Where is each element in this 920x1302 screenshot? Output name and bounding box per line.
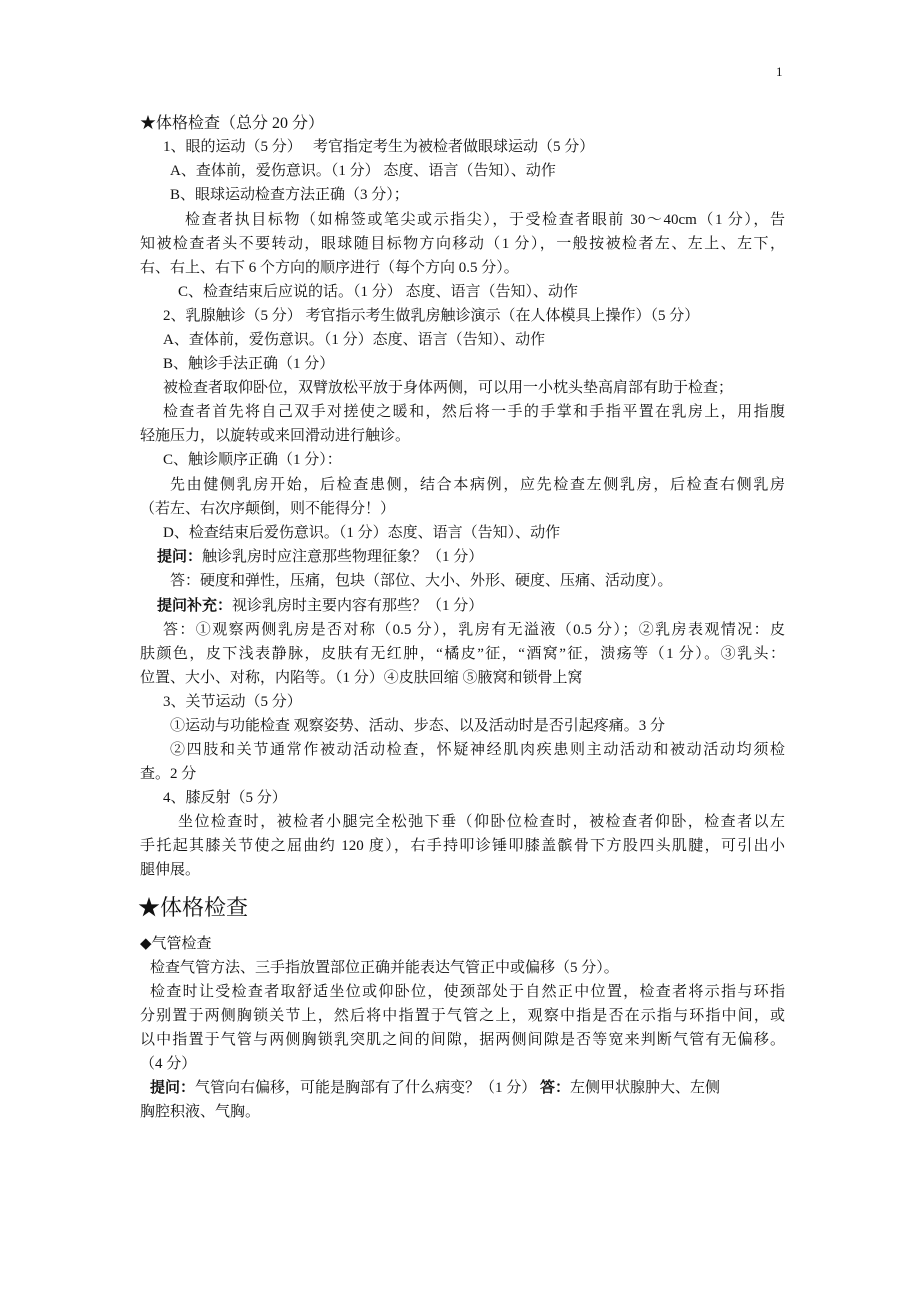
text-line: 右、右上、右下 6 个方向的顺序进行（每个方向 0.5 分）。 [140,260,519,276]
answer-line: 答：①观察两侧乳房是否对称（0.5 分），乳房有无溢液（0.5 分）；②乳房表观情况：皮 [163,622,785,638]
text-line: C、检查结束后应说的话。（1 分） 态度、语言（告知）、动作 [178,284,579,300]
text-line: 分别置于两侧胸锁关节上，然后将中指置于气管之上，观察中指是否在示指与环指中间，或 [140,1008,785,1024]
text-line: 先由健侧乳房开始，后检查患侧，结合本病例，应先检查左侧乳房，后检查右侧乳房 [170,477,785,493]
text-line: B、触诊手法正确（1 分） [163,356,335,372]
text-line: 轻施压力，以旋转或来回滑动进行触诊。 [140,428,411,444]
answer-label: 答： [540,1080,571,1096]
text-line: 坐位检查时，被检者小腿完全松弛下垂（仰卧位检查时，被检查者仰卧，检查者以左 [178,814,785,830]
text-line: 手托起其膝关节使之屈曲约 120 度），右手持叩诊锤叩膝盖髌骨下方股四头肌腱，可引出小 [140,838,785,854]
item-heading: 4、膝反射（5 分） [163,790,287,806]
item-heading: 2、乳腺触诊（5 分） 考官指示考生做乳房触诊演示（在人体模具上操作）（5 分） [163,308,700,324]
text-line: 查。2 分 [140,766,197,782]
item-heading: 3、关节运动（5 分） [163,694,302,710]
text-line: 以中指置于气管与两侧胸锁乳突肌之间的间隙，据两侧间隙是否等宽来判断气管有无偏移。 [140,1032,785,1048]
subsection-title: ◆气管检查 [140,936,212,952]
answer-line: 肤颜色，皮下浅表静脉，皮肤有无红肿，“橘皮”征，“酒窝”征，溃疡等（1 分）。③乳头： [140,646,785,662]
answer-line: 胸腔积液、气胸。 [140,1104,261,1120]
text-line: ①运动与功能检查 观察姿势、活动、步态、以及活动时是否引起疼痛。3 分 [170,718,666,734]
question-label: 提问补充： [157,598,233,614]
text-line: 腿伸展。 [140,862,201,878]
question-text: 视诊乳房时主要内容有那些？（1 分） [232,598,484,614]
text-line: （4 分） [140,1056,197,1072]
answer-line: 答：硬度和弹性，压痛，包块（部位、大小、外形、硬度、压痛、活动度）。 [170,573,673,589]
answer-text: 左侧甲状腺肿大、左侧 [570,1080,721,1096]
page-number: 1 [776,64,783,79]
answer-line: 位置、大小、对称，内陷等。（1 分）④皮肤回缩 ⑤腋窝和锁骨上窝 [140,670,583,686]
text-line: A、查体前，爱伤意识。（1 分） 态度、语言（告知）、动作 [170,163,556,179]
question-text: 气管向右偏移，可能是胸部有了什么病变？（1 分） [195,1080,541,1096]
question-text: 触诊乳房时应注意那些物理征象？（1 分） [202,549,484,565]
text-line: ②四肢和关节通常作被动活动检查，怀疑神经肌肉疾患则主动活动和被动活动均须检 [170,742,785,758]
text-line: 检查者执目标物（如棉签或笔尖或示指尖），于受检查者眼前 30～40cm（1 分），告 [185,212,785,228]
text-line: B、眼球运动检查方法正确（3 分）； [170,187,409,203]
text-line: 检查时让受检查者取舒适坐位或仰卧位，使颈部处于自然正中位置，检查者将示指与环指 [150,984,785,1000]
item-heading: 1、眼的运动（5 分） 考官指定考生为被检者做眼球运动（5 分） [163,139,595,155]
text-line: 检查气管方法、三手指放置部位正确并能表达气管正中或偏移（5 分）。 [150,960,619,976]
text-line: D、检查结束后爱伤意识。（1 分）态度、语言（告知）、动作 [163,525,561,541]
text-line: 检查者首先将自己双手对搓使之暖和，然后将一手的手掌和手指平置在乳房上，用指腹 [163,404,785,420]
text-line: 被检查者取仰卧位，双臂放松平放于身体两侧，可以用一小枕头垫高肩部有助于检查； [163,380,734,396]
section-title: ★体格检查（总分 20 分） [140,115,325,132]
question-label: 提问： [150,1080,196,1096]
question-line [157,545,483,569]
section-title: ★体格检查 [138,895,249,920]
text-line: A、查体前，爱伤意识。（1 分）态度、语言（告知）、动作 [163,332,546,348]
text-line: C、触诊顺序正确（1 分）： [163,452,342,468]
text-line: （若左、右次序颠倒，则不能得分！） [140,501,396,517]
question-line [150,1076,720,1100]
question-line [157,594,483,618]
text-line: 知被检查者头不要转动，眼球随目标物方向移动（1 分），一般按被检者左、左上、左下， [140,236,785,252]
question-label: 提问： [157,549,203,565]
